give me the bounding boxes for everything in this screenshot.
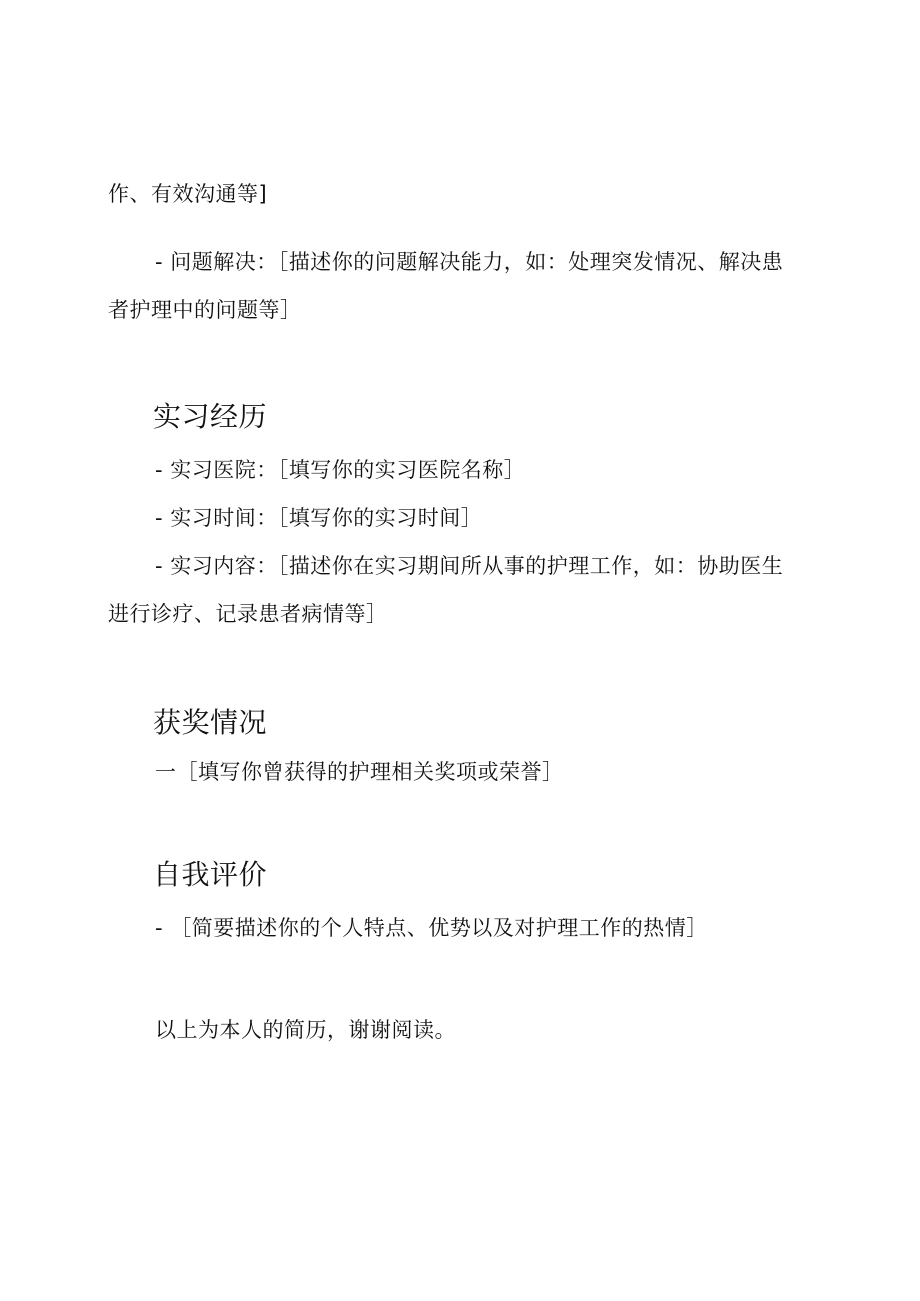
internship-hospital: - 实习医院：［填写你的实习医院名称］ [155,458,526,482]
closing-text: 以上为本人的简历，谢谢阅读。 [155,1018,456,1042]
awards-heading: 获奖情况 [153,706,268,739]
problem-solving-text-line2: 者护理中的问题等］ [108,298,302,322]
problem-solving-text-line1: - 问题解决：［描述你的问题解决能力，如：处理突发情况、解决患 [155,250,784,274]
awards-item: 一［填写你曾获得的护理相关奖项或荣誉］ [155,760,564,784]
internship-heading: 实习经历 [153,400,268,433]
internship-content-line1: - 实习内容：［描述你在实习期间所从事的护理工作，如：协助医生 [155,554,784,578]
teamwork-text-tail: 作、有效沟通等] [108,182,268,206]
self-evaluation-item: - ［简要描述你的个人特点、优势以及对护理工作的热情］ [155,916,708,940]
self-evaluation-heading: 自我评价 [153,858,268,891]
internship-content-line2: 进行诊疗、记录患者病情等］ [108,602,388,626]
internship-time: - 实习时间：［填写你的实习时间］ [155,506,483,530]
